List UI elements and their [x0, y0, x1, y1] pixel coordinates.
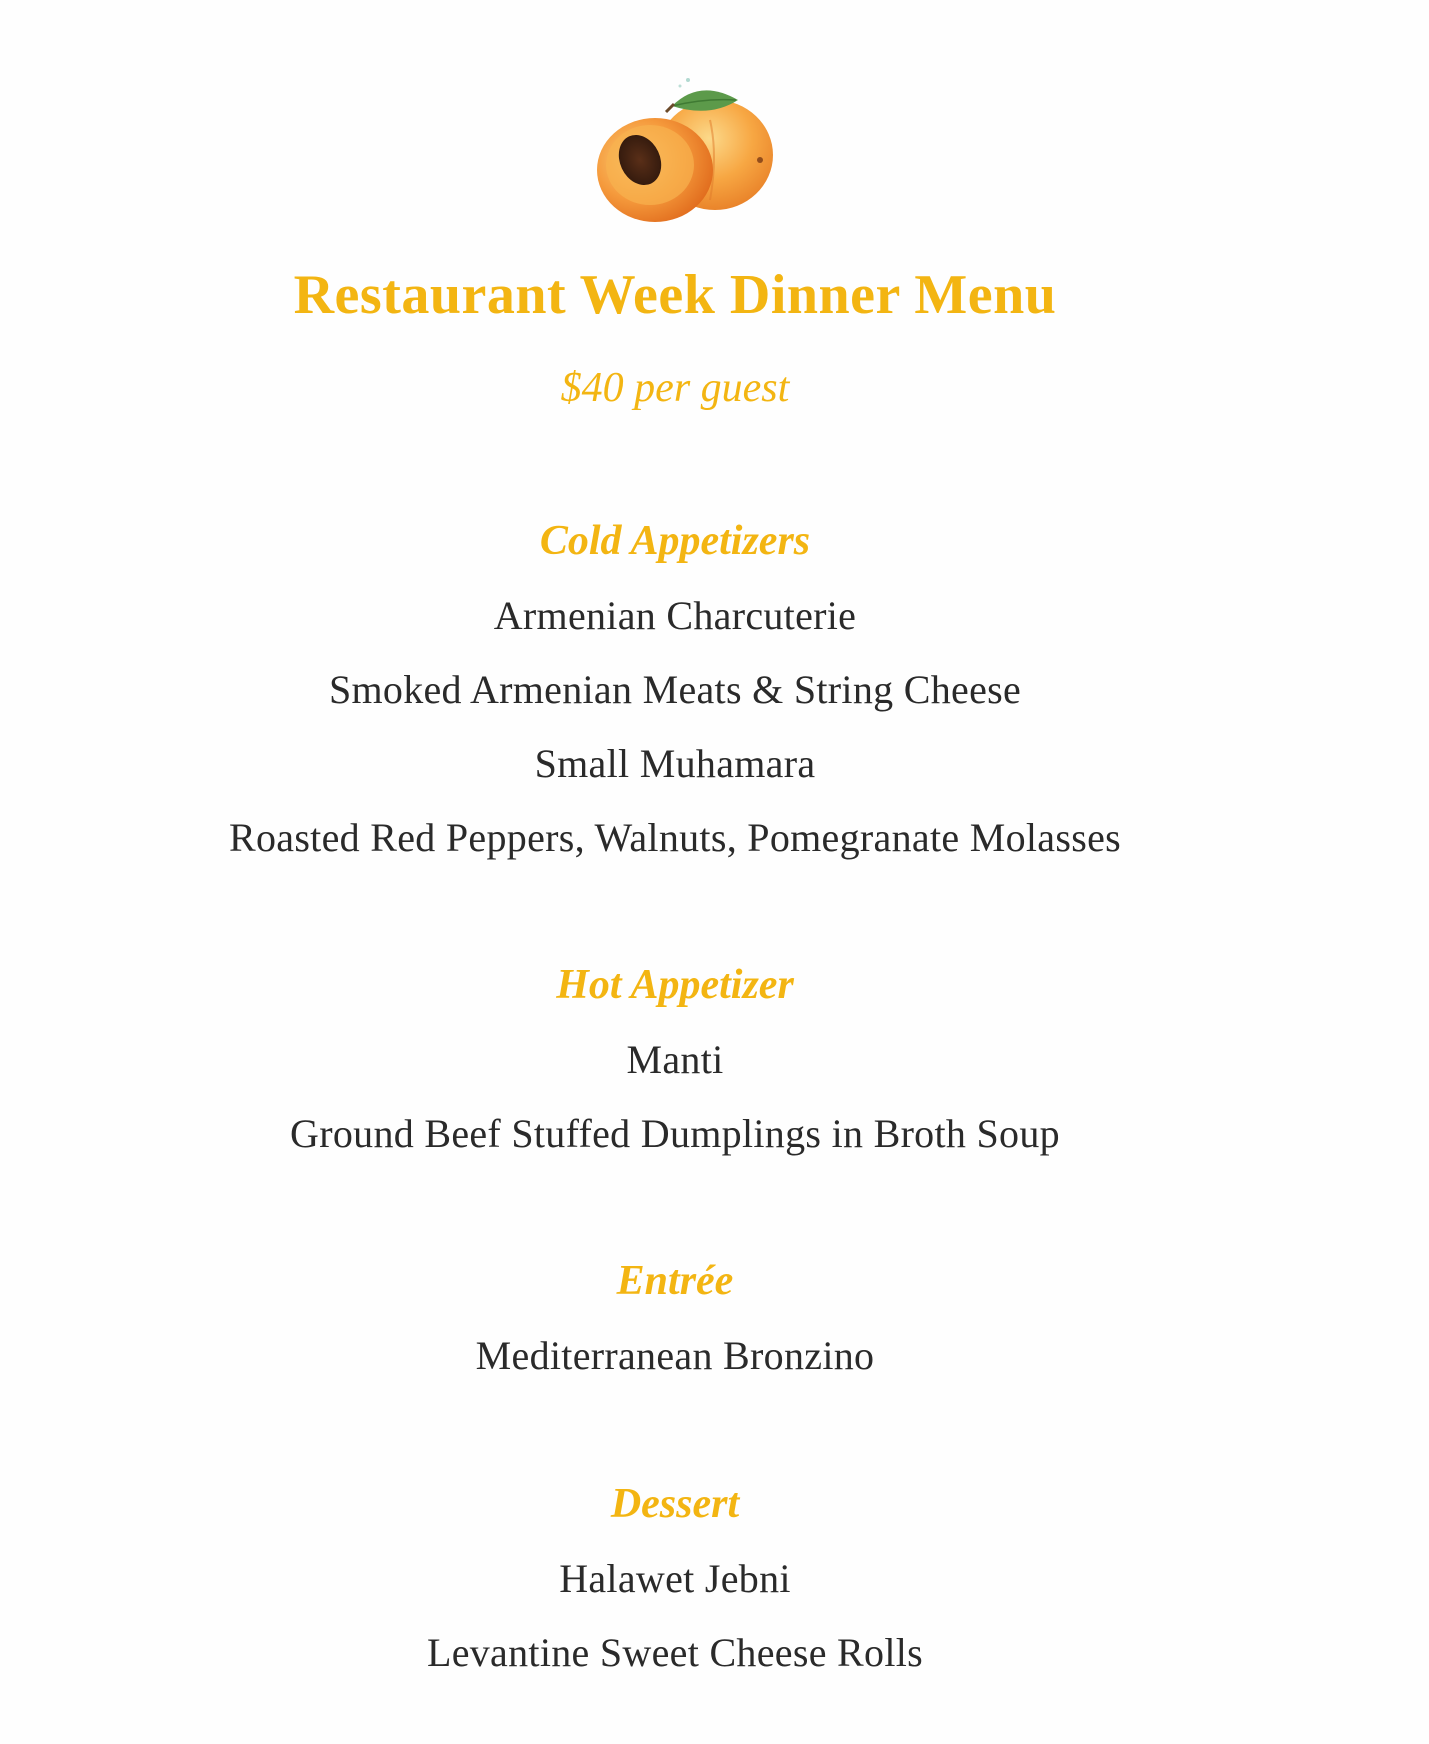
menu-item-description: Levantine Sweet Cheese Rolls — [426, 1630, 924, 1675]
section-heading-cold-appetizers: Cold Appetizers — [539, 518, 811, 564]
menu-title: Restaurant Week Dinner Menu — [293, 264, 1057, 326]
menu-item: Small Muhamara — [534, 741, 816, 786]
menu-price: $40 per guest — [560, 365, 790, 411]
menu-item: Halawet Jebni — [559, 1556, 791, 1601]
menu-item: Manti — [626, 1037, 724, 1082]
apricot-illustration-icon — [560, 60, 800, 230]
menu-item-description: Roasted Red Peppers, Walnuts, Pomegranate Molasses — [228, 815, 1121, 860]
menu-item: Armenian Charcuterie — [493, 593, 857, 638]
menu-item-description: Smoked Armenian Meats & String Cheese — [328, 667, 1022, 712]
section-heading-entree: Entrée — [616, 1258, 734, 1304]
section-heading-hot-appetizer: Hot Appetizer — [556, 962, 794, 1008]
menu-item: Mediterranean Bronzino — [475, 1333, 875, 1378]
menu-item-description: Ground Beef Stuffed Dumplings in Broth Soup — [290, 1111, 1060, 1156]
section-heading-dessert: Dessert — [610, 1481, 740, 1527]
